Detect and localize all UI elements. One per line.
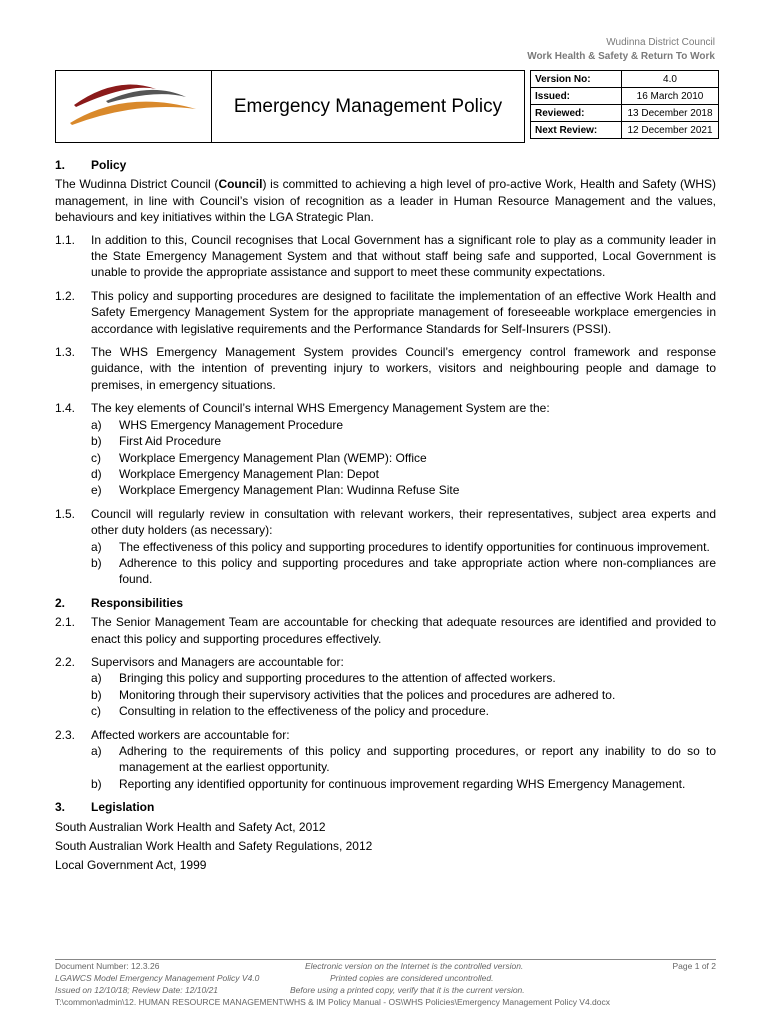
list-item: c) Consulting in relation to the effectiveness of the policy and procedure. bbox=[91, 704, 490, 719]
list-item: b) Adherence to this policy and supporting procedures and take appropriate action where non-compliances are found. bbox=[91, 555, 716, 587]
list-item: c) Workplace Emergency Management Plan (WEMP): Office bbox=[91, 450, 427, 465]
file-path: T:\common\admin\12. HUMAN RESOURCE MANAGEMENT\WHS & IM Policy Manual - OS\WHS Policies\Emergency Management Policy V4.docx bbox=[55, 997, 611, 1007]
printed-note: Printed copies are considered uncontrolled. bbox=[330, 973, 494, 983]
legislation-item: South Australian Work Health and Safety Act, 2012 bbox=[55, 819, 326, 834]
section-title: Policy bbox=[91, 158, 127, 172]
section-heading-policy bbox=[55, 157, 716, 173]
clause-1-1: 1.1. In addition to this, Council recognises that Local Government has a significant role to play as a community leader in the State Emergency Management System and that without staff being safe and supported, Local Government is unable to provide the appropriate assistance and support to meet these community expectations. bbox=[55, 232, 716, 280]
legislation-item: South Australian Work Health and Safety Regulations, 2012 bbox=[55, 839, 373, 854]
list-item: a) WHS Emergency Management Procedure bbox=[91, 417, 344, 432]
list-item: a) Adhering to the requirements of this policy and supporting procedures, or report any inability to do so to management at the earliest opportunity. bbox=[91, 744, 716, 775]
next-review-label: Next Review: bbox=[531, 122, 622, 139]
policy-intro: The Wudinna District Council (Council) is committed to achieving a high level of pro-active Work, Health and Safety (WHS) management, in line with Council’s vision of recognition as a leader in Human Resource Management and the values, behaviours and key initiatives within the LGA Strategic Plan. bbox=[55, 177, 716, 225]
list-item: a) Bringing this policy and supporting procedures to the attention of affected workers. bbox=[91, 671, 556, 686]
section-heading-responsibilities: 2. Responsibilities bbox=[55, 595, 184, 610]
verify-note: Before using a printed copy, verify that it is the current version. bbox=[290, 985, 525, 995]
row-reviewed bbox=[531, 105, 719, 122]
list-item: b) First Aid Procedure bbox=[91, 434, 222, 449]
section-number: 1. bbox=[55, 158, 66, 172]
document-body bbox=[55, 157, 716, 877]
clause-2-2: 2.2. Supervisors and Managers are accountable for: a) Bringing this policy and supporting procedures to the attention of affected workers. b) Monitoring through their supervisory activities that the polices and procedures are adhered to. c) Consulting in relation to the effectiveness of the policy and procedure. bbox=[55, 654, 716, 720]
reviewed-value: 13 December 2018 bbox=[622, 105, 719, 122]
next-review-value: 12 December 2021 bbox=[622, 122, 719, 139]
controlled-note: Electronic version on the Internet is the controlled version. bbox=[305, 961, 524, 971]
clause-1-2: 1.2. This policy and supporting procedures are designed to facilitate the implementation of an effective Work Health and Safety Emergency Management System for the appropriate management of foreseeable workplace emergencies in accordance with legislative requirements and the Performance Standards for Self-Insurers (PSSI). bbox=[55, 288, 716, 336]
header-dept: Work Health & Safety & Return To Work bbox=[527, 51, 715, 62]
issued-value: 16 March 2010 bbox=[622, 88, 719, 105]
issued-label: Issued: bbox=[531, 88, 622, 105]
version-label: Version No: bbox=[531, 71, 622, 88]
list-item: a) The effectiveness of this policy and supporting procedures to identify opportunities for continuous improvement. bbox=[91, 539, 710, 554]
running-header bbox=[527, 36, 715, 64]
clause-1-4: 1.4. The key elements of Council’s internal WHS Emergency Management System are the: a) WHS Emergency Management Procedure b) First Aid Procedure c) Workplace Emergency Management Plan (WEMP): Office d) Workplace Emergency Management Plan: Depot e) Workplace Emergency Management Plan: Wudinna Refuse Site bbox=[55, 400, 716, 498]
doc-number: Document Number: 12.3.26 bbox=[55, 961, 160, 971]
clause-2-1: 2.1. The Senior Management Team are accountable for checking that adequate resources are identified and provided to enact this policy and supporting procedures effectively. bbox=[55, 615, 716, 646]
header-org: Wudinna District Council bbox=[606, 37, 715, 48]
version-value: 4.0 bbox=[622, 71, 719, 88]
issue-dates: Issued on 12/10/18; Review Date: 12/10/21 bbox=[55, 985, 219, 995]
reviewed-label: Reviewed: bbox=[531, 105, 622, 122]
clause-1-5: 1.5. Council will regularly review in consultation with relevant workers, their representatives, subject area experts and other duty holders (as necessary): a) The effectiveness of this policy and supporting procedures to identify opportunities for continuous improvement. b) Adherence to this policy and supporting procedures and take appropriate action where non-compliances are found. bbox=[55, 506, 716, 587]
list-item: b) Reporting any identified opportunity for continuous improvement regarding WHS Emergency Management. bbox=[91, 776, 686, 791]
section-heading-legislation: 3. Legislation bbox=[55, 800, 155, 815]
page-number: Page 1 of 2 bbox=[672, 961, 716, 971]
row-next-review bbox=[531, 122, 719, 139]
legislation-item: Local Government Act, 1999 bbox=[55, 858, 207, 873]
logo-cell bbox=[56, 71, 212, 143]
model-version: LGAWCS Model Emergency Management Policy V4.0 bbox=[55, 973, 260, 983]
council-logo bbox=[56, 71, 211, 137]
document-title: Emergency Management Policy bbox=[212, 71, 525, 143]
row-version bbox=[531, 71, 719, 88]
row-issued bbox=[531, 88, 719, 105]
list-item: d) Workplace Emergency Management Plan: Depot bbox=[91, 466, 379, 481]
clause-2-3: 2.3. Affected workers are accountable for: a) Adhering to the requirements of this policy and supporting procedures, or report any inability to do so to management at the earliest opportunity. b) Reporting any identified opportunity for continuous improvement regarding WHS Emergency Management. bbox=[55, 727, 716, 791]
clause-1-3: 1.3. The WHS Emergency Management System provides Council’s emergency control framework and response guidance, with the intention of preventing injury to workers, visitors and neighbouring people and damage to premises, in emergency situations. bbox=[55, 345, 716, 392]
list-item: b) Monitoring through their supervisory activities that the polices and procedures are adhered to. bbox=[91, 687, 616, 702]
version-info-table bbox=[530, 70, 719, 139]
list-item: e) Workplace Emergency Management Plan: Wudinna Refuse Site bbox=[91, 483, 460, 498]
page-footer bbox=[55, 959, 716, 1008]
